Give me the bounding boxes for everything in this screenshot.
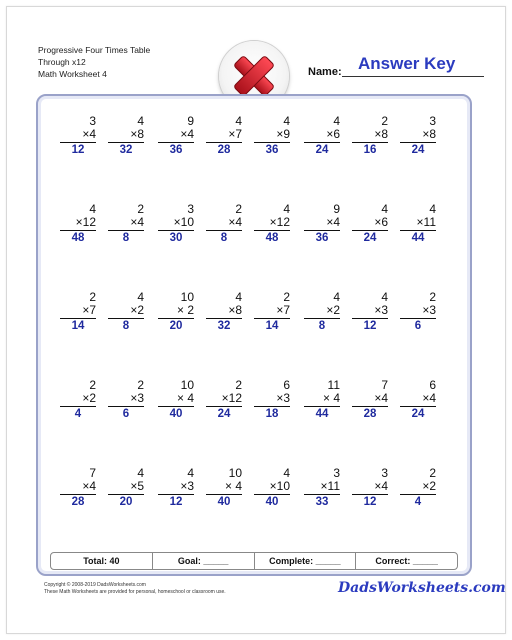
answer: 14: [265, 320, 279, 332]
problem: [158, 291, 194, 333]
problem: [254, 467, 290, 509]
answer: 28: [217, 144, 231, 156]
answer: 24: [315, 144, 329, 156]
multiplicand: 4: [137, 114, 144, 128]
total-cell: Total: 40: [51, 553, 153, 569]
multiplier: ×7: [82, 303, 96, 317]
answer: 32: [217, 320, 231, 332]
multiplicand: 2: [283, 290, 290, 304]
multiplier: × 4: [176, 391, 194, 405]
multiplier: ×3: [422, 303, 436, 317]
multiplicand: 10: [180, 290, 194, 304]
answer: 24: [411, 408, 425, 420]
multiplier: × 2: [176, 303, 194, 317]
multiplicand: 3: [333, 466, 340, 480]
problem: [60, 291, 96, 333]
answer: 40: [265, 496, 279, 508]
answer: 8: [122, 232, 130, 244]
multiplier: ×2: [82, 391, 96, 405]
multiplicand: 7: [89, 466, 96, 480]
multiplicand: 3: [381, 466, 388, 480]
answer: 40: [217, 496, 231, 508]
problem: [60, 467, 96, 509]
answer: 40: [169, 408, 183, 420]
problem: [400, 467, 436, 509]
answer: 33: [315, 496, 329, 508]
multiplicand: 6: [283, 378, 290, 392]
multiplicand: 4: [429, 202, 436, 216]
multiplicand: 2: [235, 202, 242, 216]
title-line-3: Math Worksheet 4: [38, 69, 107, 79]
multiplicand: 4: [283, 202, 290, 216]
multiplier: ×4: [374, 391, 388, 405]
problem: [206, 115, 242, 157]
problem: [254, 115, 290, 157]
multiplicand: 4: [89, 202, 96, 216]
multiplier: ×12: [221, 391, 242, 405]
problem: [352, 115, 388, 157]
answer: 24: [363, 232, 377, 244]
name-label: Name:: [308, 66, 342, 78]
copyright-line-1: Copyright © 2008-2019 DadsWorksheets.com: [44, 582, 146, 588]
problem: [108, 203, 144, 245]
multiplier: ×4: [130, 215, 144, 229]
multiplicand: 3: [187, 202, 194, 216]
answer: 20: [119, 496, 133, 508]
problem: [254, 291, 290, 333]
multiplicand: 3: [429, 114, 436, 128]
answer: 28: [71, 496, 85, 508]
multiplier: ×2: [326, 303, 340, 317]
answer: 18: [265, 408, 279, 420]
name-underline: [342, 76, 484, 77]
problem: [400, 115, 436, 157]
multiplier: ×10: [173, 215, 194, 229]
multiplier: ×4: [422, 391, 436, 405]
problem: [400, 203, 436, 245]
multiplicand: 11: [327, 378, 340, 392]
multiplier: ×7: [228, 127, 242, 141]
answer: 14: [71, 320, 85, 332]
multiplicand: 2: [89, 290, 96, 304]
multiplier: ×6: [326, 127, 340, 141]
multiplier: ×9: [276, 127, 290, 141]
problem: [304, 467, 340, 509]
multiplier: ×8: [228, 303, 242, 317]
problem: [60, 203, 96, 245]
multiplicand: 6: [429, 378, 436, 392]
multiplier: ×11: [320, 479, 340, 493]
complete-cell: Complete: _____: [255, 553, 357, 569]
multiplier: × 4: [322, 391, 340, 405]
answer: 4: [74, 408, 82, 420]
multiplicand: 2: [429, 466, 436, 480]
worksheet-title: [38, 44, 150, 80]
answer-key-label: Answer Key: [358, 54, 456, 73]
problem: [352, 467, 388, 509]
answer: 8: [318, 320, 326, 332]
multiplier: ×11: [416, 215, 436, 229]
multiplicand: 4: [333, 290, 340, 304]
answer: 44: [411, 232, 425, 244]
problem: [304, 203, 340, 245]
multiplier: ×4: [374, 479, 388, 493]
problem: [206, 467, 242, 509]
multiplicand: 10: [228, 466, 242, 480]
problem: [254, 379, 290, 421]
multiplier: ×4: [82, 479, 96, 493]
answer: 8: [220, 232, 228, 244]
answer: 36: [315, 232, 329, 244]
answer: 12: [363, 320, 377, 332]
answer: 12: [71, 144, 85, 156]
problem: [60, 379, 96, 421]
answer: 4: [414, 496, 422, 508]
multiplier: ×2: [130, 303, 144, 317]
problem: [158, 467, 194, 509]
multiplier: ×4: [326, 215, 340, 229]
multiplicand: 4: [283, 466, 290, 480]
multiplicand: 4: [283, 114, 290, 128]
multiplicand: 2: [89, 378, 96, 392]
answer: 12: [363, 496, 377, 508]
answer: 36: [169, 144, 183, 156]
problem: [108, 115, 144, 157]
multiplicand: 4: [381, 290, 388, 304]
problem: [60, 115, 96, 157]
multiplier: ×7: [276, 303, 290, 317]
score-bar: [50, 552, 458, 570]
name-field: [308, 54, 486, 78]
answer: 16: [363, 144, 377, 156]
goal-cell: Goal: _____: [153, 553, 255, 569]
multiplier: ×2: [422, 479, 436, 493]
multiplicand: 2: [429, 290, 436, 304]
problem: [158, 203, 194, 245]
multiplicand: 9: [187, 114, 194, 128]
multiplier: ×3: [374, 303, 388, 317]
answer: 24: [411, 144, 425, 156]
problem: [108, 379, 144, 421]
problem: [352, 379, 388, 421]
multiplier: ×4: [82, 127, 96, 141]
answer: 24: [217, 408, 231, 420]
problem: [158, 379, 194, 421]
problem: [206, 291, 242, 333]
multiplicand: 2: [137, 202, 144, 216]
answer: 12: [169, 496, 183, 508]
multiplier: ×5: [130, 479, 144, 493]
copyright: [44, 582, 226, 596]
answer: 6: [122, 408, 130, 420]
multiplicand: 4: [235, 114, 242, 128]
answer: 8: [122, 320, 130, 332]
multiplier: ×8: [374, 127, 388, 141]
problem: [108, 291, 144, 333]
title-line-2: Through x12: [38, 57, 86, 67]
multiplicand: 10: [180, 378, 194, 392]
answer: 32: [119, 144, 133, 156]
answer: 48: [71, 232, 85, 244]
problem: [304, 291, 340, 333]
multiplier: ×12: [269, 215, 290, 229]
problem: [304, 115, 340, 157]
answer: 28: [363, 408, 377, 420]
correct-cell: Correct: _____: [375, 556, 438, 566]
problem: [352, 291, 388, 333]
problem: [206, 203, 242, 245]
problem: [352, 203, 388, 245]
multiplier: ×8: [130, 127, 144, 141]
multiplicand: 4: [381, 202, 388, 216]
answer: 36: [265, 144, 279, 156]
multiplicand: 3: [89, 114, 96, 128]
answer: 20: [169, 320, 183, 332]
answer: 6: [414, 320, 422, 332]
answer: 30: [169, 232, 183, 244]
title-line-1: Progressive Four Times Table: [38, 45, 151, 55]
multiplier: ×8: [422, 127, 436, 141]
problem: [254, 203, 290, 245]
problem: [158, 115, 194, 157]
problem: [108, 467, 144, 509]
multiplier: × 4: [224, 479, 242, 493]
multiplier: ×12: [75, 215, 96, 229]
multiplier: ×3: [276, 391, 290, 405]
multiplicand: 7: [381, 378, 388, 392]
answer: 48: [265, 232, 279, 244]
multiplicand: 9: [333, 202, 340, 216]
brand-logo: DadsWorksheets.com: [338, 580, 506, 596]
multiplicand: 4: [333, 114, 340, 128]
multiplicand: 4: [187, 466, 194, 480]
problem: [400, 291, 436, 333]
multiplicand: 4: [235, 290, 242, 304]
multiplicand: 4: [137, 290, 144, 304]
multiplier: ×6: [374, 215, 388, 229]
multiplicand: 2: [381, 114, 388, 128]
problem: [400, 379, 436, 421]
multiplicand: 2: [137, 378, 144, 392]
problem: [206, 379, 242, 421]
multiplicand: 2: [235, 378, 242, 392]
multiplier: ×10: [269, 479, 290, 493]
multiplicand: 4: [137, 466, 144, 480]
copyright-line-2: These Math Worksheets are provided for personal, homeschool or classroom use.: [44, 589, 226, 595]
answer: 44: [315, 408, 329, 420]
multiplier: ×4: [228, 215, 242, 229]
multiplier: ×3: [130, 391, 144, 405]
multiplier: ×3: [180, 479, 194, 493]
multiplier: ×4: [180, 127, 194, 141]
problem: [304, 379, 340, 421]
